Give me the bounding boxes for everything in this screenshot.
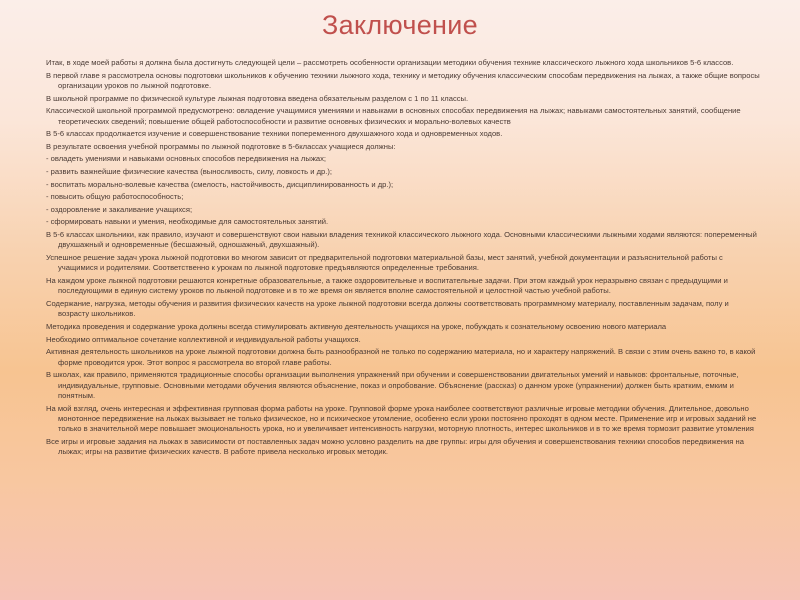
- paragraph: В 5-6 классах продолжается изучение и совершенствование техники попеременного двухшажного хода и одновременных ходов.: [46, 129, 503, 139]
- paragraph: Итак, в ходе моей работы я должна была достигнуть следующей цели – рассмотреть особенности организации методики обучения технике классического лыжного хода школьников 5-6 классов.: [46, 58, 734, 67]
- paragraph: Классической школьной программой предусмотрено: овладение учащимися умениями и навыками в основных способах передвижения на лыжах; навыками самостоятельных занятий, сообщение теоретических сведений; повышение общей работоспособности и развитие основных физических и морально-волевых качеств: [46, 106, 741, 126]
- slide-title: Заключение: [322, 10, 478, 40]
- paragraph: Успешное решение задач урока лыжной подготовки во многом зависит от предварительной подготовки материальной базы, мест занятий, учебной документации и разъяснительной работы с учащимися и родителями. Соответственно к урокам по лыжной подготовке предъявляются определенные требования.: [46, 252, 723, 273]
- paragraph: В первой главе я рассмотрела основы подготовки школьников к обучению техники лыжного хода, технику и методику обучения классическим способам передвижения на лыжах, а также общие вопросы организации уроков по лыжной подготовке.: [46, 70, 760, 90]
- paragraph: В результате освоения учебной программы по лыжной подготовке в 5-6классах учащиеся должны:: [46, 141, 396, 151]
- list-item: - оздоровление и закаливание учащихся;: [46, 204, 193, 214]
- paragraph: Все игры и игровые задания на лыжах в зависимости от поставленных задач можно условно разделить на две группы: игры для обучения и совершенствования техники способов передвижения на лыжах; игры на развитие физических качеств. В работе привела несколько игровых методик.: [46, 436, 744, 457]
- paragraph: На каждом уроке лыжной подготовки решаются конкретные образовательные, а также оздоровительные и воспитательные задачи. При этом каждый урок неразрывно связан с предыдущими и последующими в единую систему уроков по лыжной подготовке и в то же время он является вполне самостоятельной и целостной частью учебной работы.: [46, 275, 728, 296]
- paragraph: Необходимо оптимальное сочетание коллективной и индивидуальной работы учащихся.: [46, 334, 361, 344]
- list-item: - овладеть умениями и навыками основных способов передвижения на лыжах;: [46, 154, 327, 164]
- paragraph: На мой взгляд, очень интересная и эффективная групповая форма работы на уроке. Групповой форме урока наиболее соответствуют различные игровые методики обучения. Длительное, довольно монотонное передвижение на лыжах вызывает не только физическое, но и психическое утомление, особенно если уроки постоянно проходят в одном месте. Применение игр и игровых заданий не только в значительной мере повышает эмоциональность урока, но и увеличивает интенсивность нагрузки, моторную плотность, интерес школьников и в то же время тормозит развитие утомления: [46, 403, 757, 434]
- paragraph: В школьной программе по физической культуре лыжная подготовка введена обязательным разделом с 1 по 11 классы.: [46, 93, 469, 103]
- list-item: - сформировать навыки и умения, необходимые для самостоятельных занятий.: [46, 217, 329, 227]
- paragraph: Активная деятельность школьников на уроке лыжной подготовки должна быть разнообразной не только по содержанию материала, но и характеру напряжений. В связи с этим очень важно то, в какой форме проводится урок. Этот вопрос я рассмотрела во второй главе работы.: [46, 347, 756, 367]
- list-item: - развить важнейшие физические качества (выносливость, силу, ловкость и др.);: [46, 166, 333, 176]
- list-item: - повысить общую работоспособность;: [46, 192, 184, 202]
- paragraph: Методика проведения и содержание урока должны всегда стимулировать активную деятельность учащихся на уроке, побуждать к сознательному освоению нового материала: [46, 321, 667, 331]
- paragraph: В школах, как правило, применяются традиционные способы организации выполнения упражнений при обучении и совершенствовании двигательных умений и навыков: фронтальные, поточные, индивидуальные, групповые. Основными методами обучения являются объяснение, показ и опробование. Объяснение (рассказ) о данном уроке (упражнении) должен быть кратким, емким и понятным.: [46, 370, 739, 400]
- list-item: - воспитать морально-волевые качества (смелость, настойчивость, дисциплинированность и др.);: [46, 179, 394, 189]
- paragraph: В 5-6 классах школьники, как правило, изучают и совершенствуют свои навыки владения техникой классического лыжного хода. Основными классическими лыжными ходами являются: попеременный двухшажный и одновременные (бесшажный, одношажный, двухшажный).: [46, 229, 757, 250]
- conclusion-text: [46, 58, 762, 460]
- paragraph: Содержание, нагрузка, методы обучения и развития физических качеств на уроке лыжной подготовки всегда должны соответствовать программному материалу, поставленным задачам, полу и возрасту школьников.: [46, 298, 729, 319]
